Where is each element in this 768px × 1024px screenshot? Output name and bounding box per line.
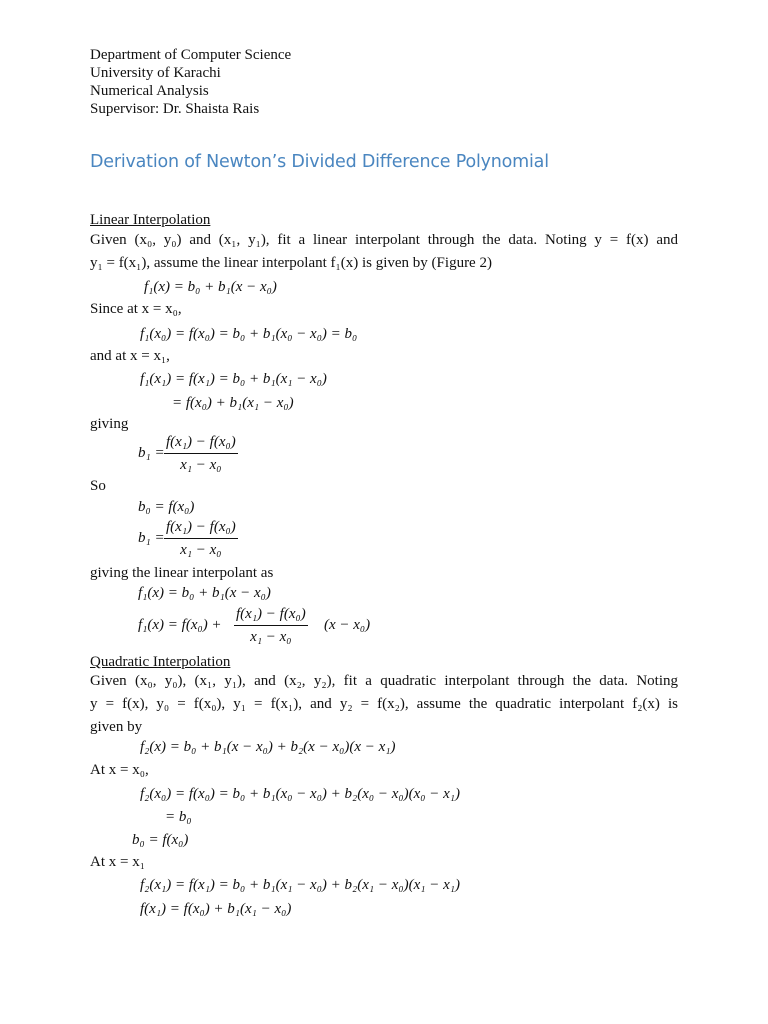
b1-lhs-repeat: b₁ = (138, 530, 165, 546)
at-x1-text: At x = x₁ (90, 854, 145, 870)
quadratic-intro-line-1: Given (x₀, y₀), (x₁, y₁), and (x₂, y₂), fit a quadratic interpolant through the data. Noting (90, 673, 678, 689)
quad-b0-equation: b₀ = f(x₀) (132, 832, 189, 848)
quad-eq-x0-b: = b₀ (165, 809, 192, 825)
final-form-b-tail: (x − x₀) (324, 617, 371, 633)
linear-form-equation: f₁(x) = b₀ + b₁(x − x₀) (144, 279, 277, 295)
giving-text: giving (90, 416, 129, 432)
quad-eq-x0-a: f₂(x₀) = f(x₀) = b₀ + b₁(x₀ − x₀) + b₂(x₀ − x₀)(x₀ − x₁) (140, 786, 460, 802)
quad-eq-x1-a: f₂(x₁) = f(x₁) = b₀ + b₁(x₁ − x₀) + b₂(x₁ − x₀)(x₁ − x₁) (140, 877, 460, 893)
quadratic-intro-line-3: given by (90, 719, 143, 735)
linear-section-heading: Linear Interpolation (90, 212, 211, 228)
final-form-a: f₁(x) = b₀ + b₁(x − x₀) (138, 585, 271, 601)
b1-fraction (164, 433, 238, 474)
b1-numerator-repeat: f(x₁) − f(x₀) (164, 518, 238, 539)
eq-at-x1-a: f₁(x₁) = f(x₁) = b₀ + b₁(x₁ − x₀) (140, 371, 327, 387)
since-at-text: Since at x = x₀, (90, 301, 182, 317)
b0-equation: b₀ = f(x₀) (138, 499, 195, 515)
course-line: Numerical Analysis (90, 83, 209, 99)
linear-intro-line-2: y₁ = f(x₁), assume the linear interpolant f₁(x) is given by (Figure 2) (90, 255, 492, 271)
department-line: Department of Computer Science (90, 47, 292, 63)
quadratic-intro-line-2: y = f(x), y₀ = f(x₀), y₁ = f(x₁), and y₂ = f(x₂), assume the quadratic interpolant f₂(x) is (90, 696, 678, 712)
linear-intro-line-1: Given (x₀, y₀) and (x₁, y₁), fit a linear interpolant through the data. Noting y = f(x) and (90, 232, 678, 248)
b1-lhs: b₁ = (138, 445, 165, 461)
at-x0-text: At x = x₀, (90, 762, 149, 778)
eq-at-x1-b: = f(x₀) + b₁(x₁ − x₀) (172, 395, 294, 411)
eq-at-x0: f₁(x₀) = f(x₀) = b₀ + b₁(x₀ − x₀) = b₀ (140, 326, 358, 342)
quad-eq-x1-b: f(x₁) = f(x₀) + b₁(x₁ − x₀) (140, 901, 292, 917)
final-form-b-lhs: f₁(x) = f(x₀) + (138, 617, 222, 633)
b1-fraction-repeat (164, 518, 238, 559)
b1-denominator: x₁ − x₀ (180, 457, 222, 473)
b1-numerator: f(x₁) − f(x₀) (164, 433, 238, 454)
supervisor-line: Supervisor: Dr. Shaista Rais (90, 101, 260, 117)
so-text: So (90, 478, 106, 494)
final-fraction-numerator: f(x₁) − f(x₀) (234, 605, 308, 626)
final-fraction-denominator: x₁ − x₀ (250, 629, 292, 645)
b1-denominator-repeat: x₁ − x₀ (180, 542, 222, 558)
and-at-text: and at x = x₁, (90, 348, 170, 364)
document-title: Derivation of Newton’s Divided Difference Polynomial (90, 152, 549, 172)
quadratic-form-equation: f₂(x) = b₀ + b₁(x − x₀) + b₂(x − x₀)(x − x₁) (140, 739, 396, 755)
giving-interpolant-text: giving the linear interpolant as (90, 565, 274, 581)
quadratic-section-heading: Quadratic Interpolation (90, 654, 231, 670)
final-fraction (234, 605, 308, 646)
university-line: University of Karachi (90, 65, 221, 81)
